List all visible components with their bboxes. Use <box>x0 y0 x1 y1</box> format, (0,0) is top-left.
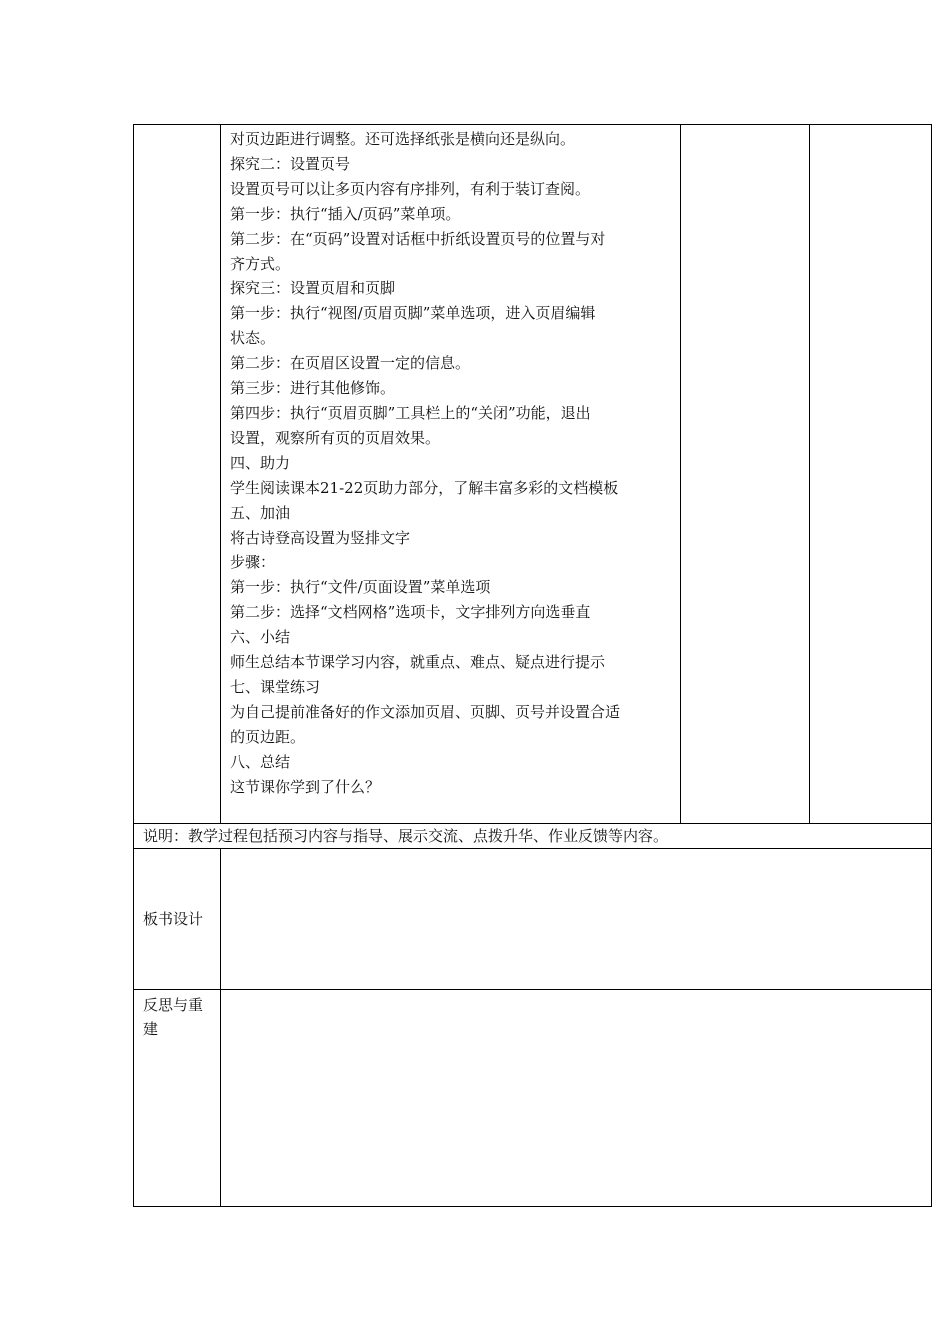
table-border-right <box>931 124 932 1207</box>
process-line: 八、总结 <box>230 752 291 771</box>
process-line: 这节课你学到了什么？ <box>230 777 381 796</box>
reflection-label: 反思与重建 <box>143 996 204 1038</box>
column-divider-1 <box>220 124 221 823</box>
table-border-top <box>133 124 932 125</box>
process-line: 对页边距进行调整。还可选择纸张是横向还是纵向。 <box>230 130 576 148</box>
process-line: 状态。 <box>230 329 276 348</box>
process-line: 的页边距。 <box>230 727 306 746</box>
process-line: 六、小结 <box>230 628 291 647</box>
process-line: 第三步：进行其他修饰。 <box>230 379 396 398</box>
process-line: 第二步：在“页码”设置对话框中折纸设置页号的位置与对 <box>230 229 606 248</box>
table-border-left <box>133 124 134 1207</box>
column-divider-3 <box>809 124 810 823</box>
label-column-divider <box>220 848 221 1207</box>
board-design-label: 板书设计 <box>143 910 204 928</box>
process-line: 第四步：执行“页眉页脚”工具栏上的“关闭”功能，退出 <box>230 403 591 422</box>
row-divider-board-bottom <box>133 989 932 990</box>
process-line: 学生阅读课本21-22页助力部分，了解丰富多彩的文档模板 <box>230 478 619 497</box>
row-divider-note-bottom <box>133 848 932 849</box>
process-line: 齐方式。 <box>230 254 291 273</box>
process-line: 第二步：在页眉区设置一定的信息。 <box>230 354 471 373</box>
process-line: 五、加油 <box>230 503 291 522</box>
process-line: 设置，观察所有页的页眉效果。 <box>230 428 441 447</box>
column-divider-2 <box>680 124 681 823</box>
process-line: 第一步：执行“插入/页码”菜单项。 <box>230 204 461 223</box>
process-line: 第一步：执行“文件/页面设置”菜单选项 <box>230 578 491 597</box>
process-line: 步骤： <box>230 553 276 572</box>
process-line: 探究三：设置页眉和页脚 <box>230 279 396 298</box>
table-border-bottom <box>133 1206 932 1207</box>
teaching-process-content <box>230 127 676 799</box>
process-line: 设置页号可以让多页内容有序排列，有利于装订查阅。 <box>230 179 591 198</box>
process-line: 第二步：选择“文档网格”选项卡，文字排列方向选垂直 <box>230 603 591 622</box>
process-line: 为自己提前准备好的作文添加页眉、页脚、页号并设置合适 <box>230 702 621 721</box>
process-line: 四、助力 <box>230 453 291 472</box>
process-line: 师生总结本节课学习内容，就重点、难点、疑点进行提示 <box>230 653 606 672</box>
process-note: 说明：教学过程包括预习内容与指导、展示交流、点拨升华、作业反馈等内容。 <box>143 827 669 845</box>
process-line: 将古诗登高设置为竖排文字 <box>230 528 411 547</box>
process-line: 七、课堂练习 <box>230 677 321 696</box>
process-line: 探究二：设置页号 <box>230 154 351 173</box>
process-line: 第一步：执行“视图/页眉页脚”菜单选项，进入页眉编辑 <box>230 304 596 323</box>
